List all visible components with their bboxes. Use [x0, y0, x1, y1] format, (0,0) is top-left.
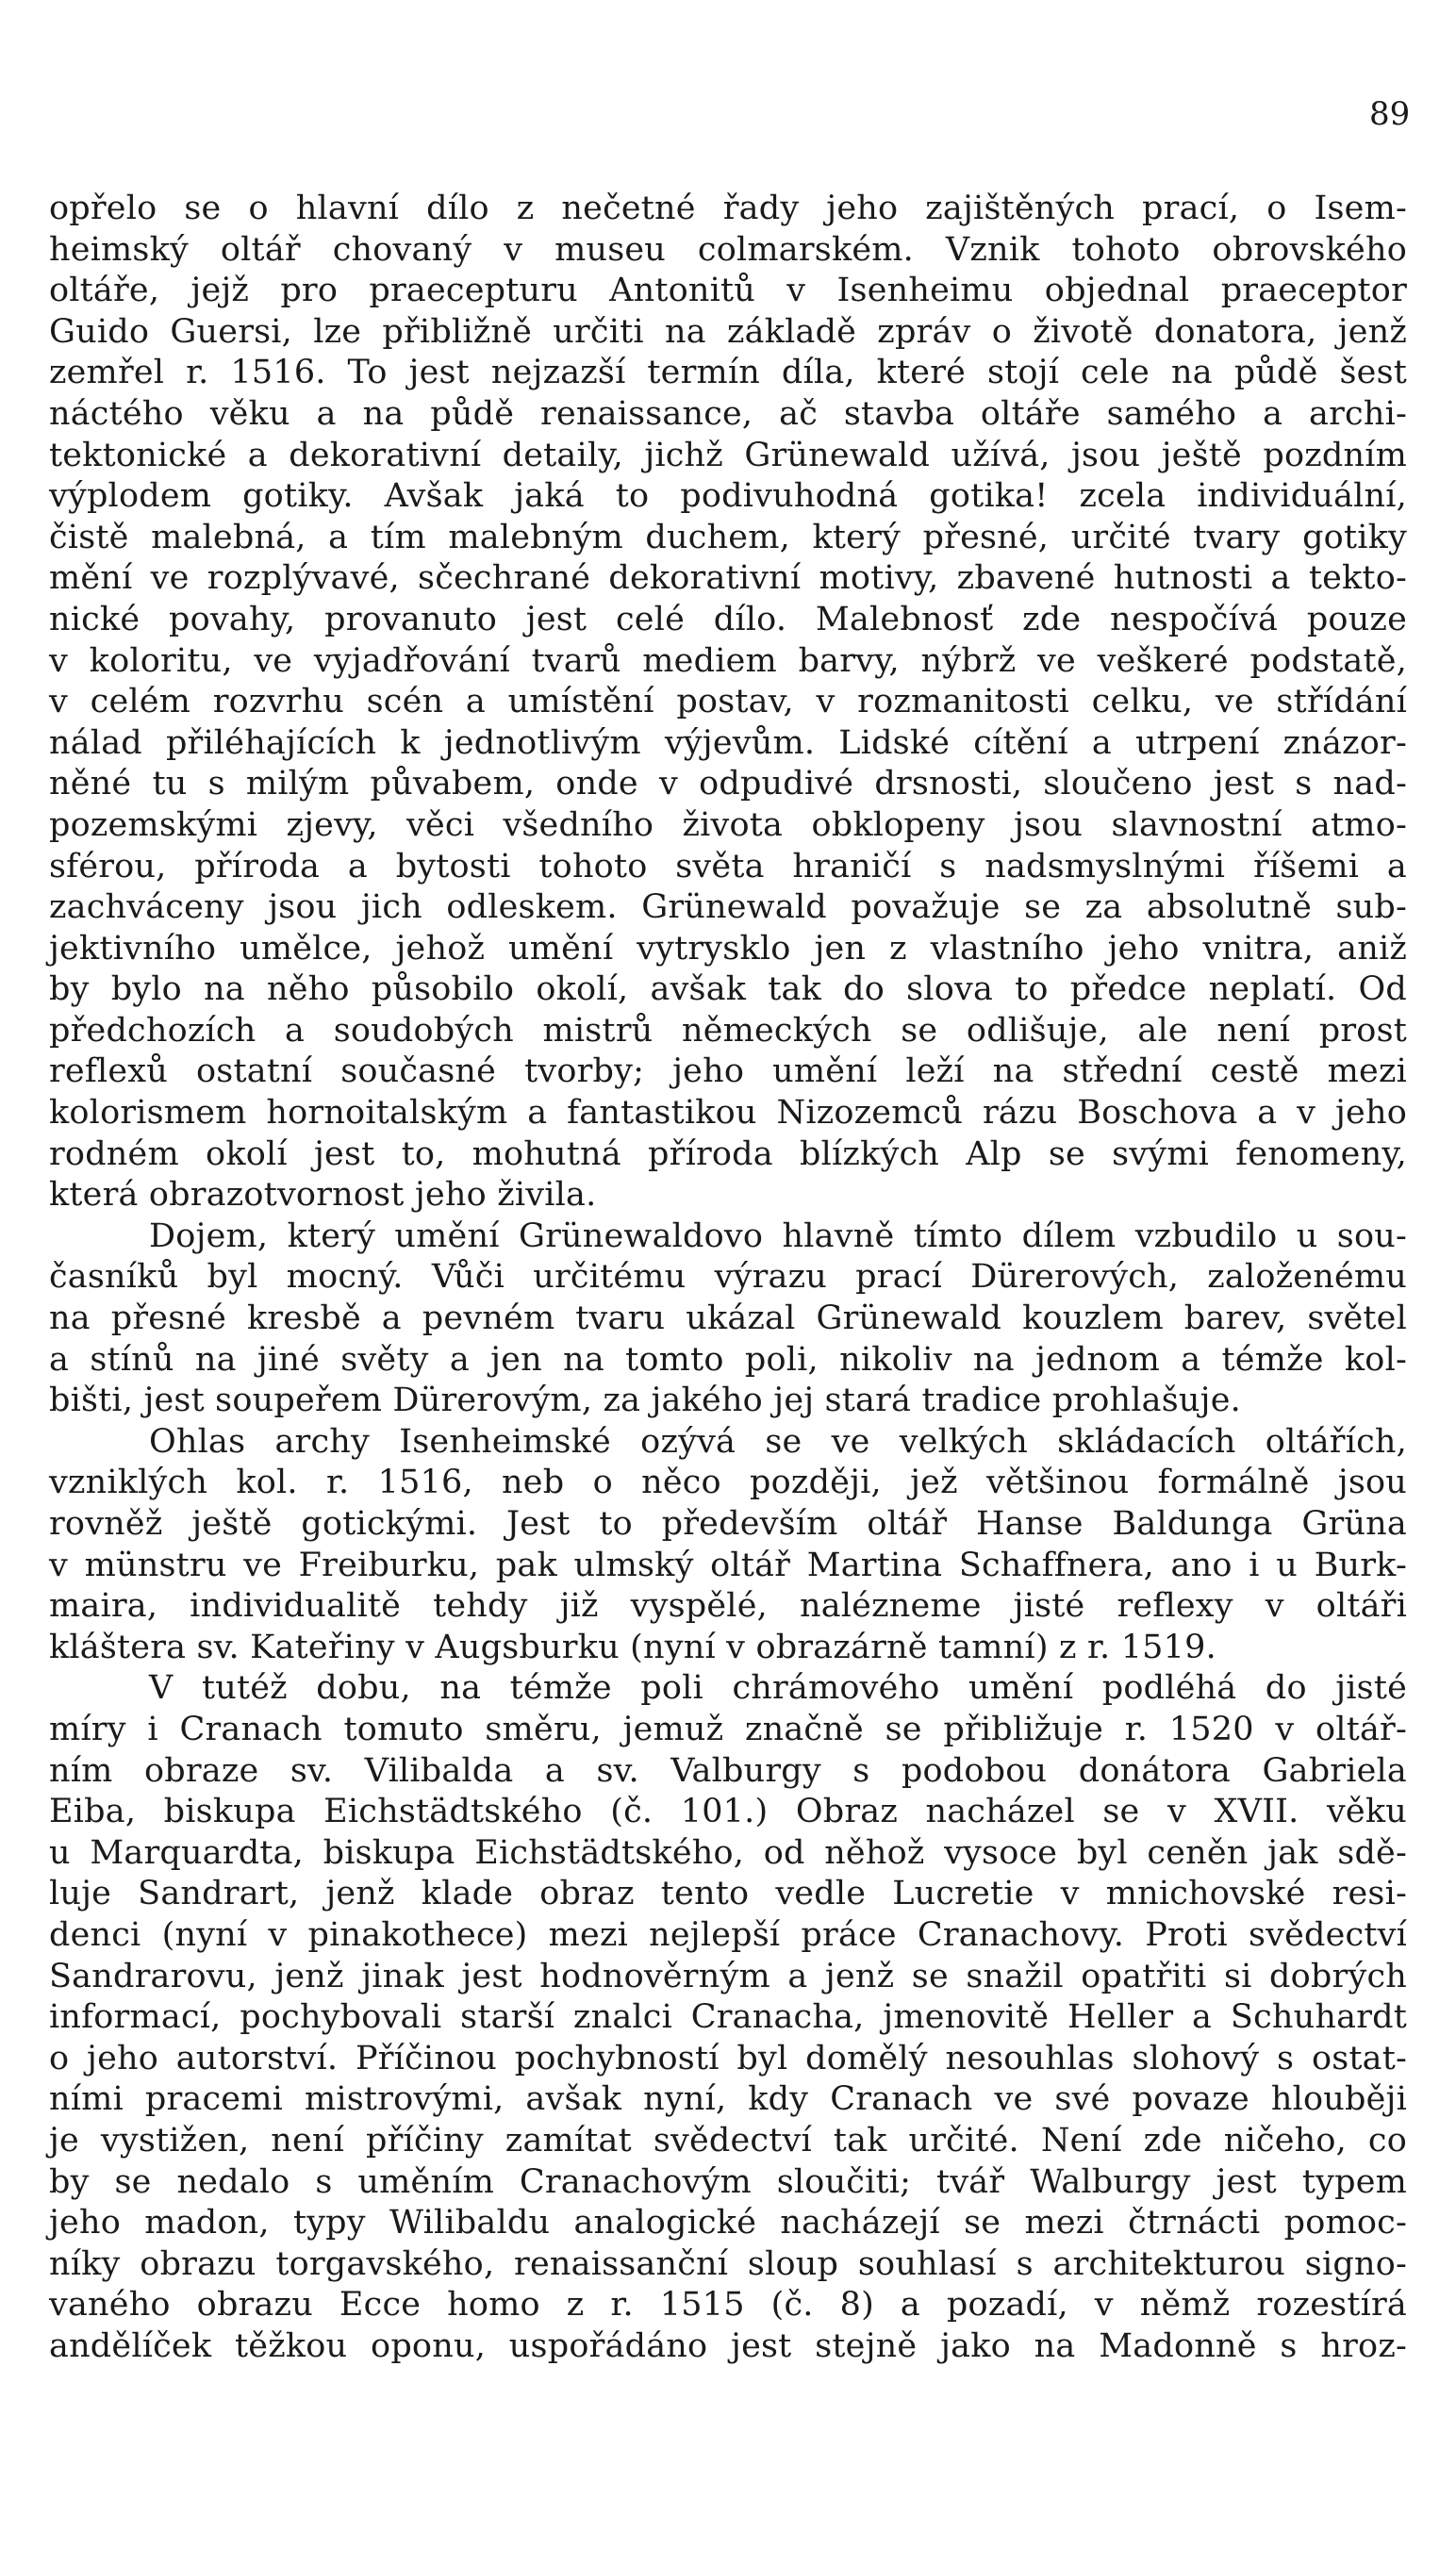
- text-line: v celém rozvrhu scén a umístění postav, v rozmanitosti celku, ve střídání: [49, 683, 1407, 721]
- text-line: výplodem gotiky. Avšak jaká to podivuhodná gotika! zcela individuální,: [49, 477, 1407, 516]
- text-line: časníků byl mocný. Vůči určitému výrazu prací Dürerových, založenému: [49, 1258, 1407, 1297]
- text-line: u Marquardta, biskupa Eichstädtského, od něhož vysoce byl ceněn jak sdě-: [49, 1833, 1407, 1872]
- text-line: zachváceny jsou jich odleskem. Grünewald považuje se za absolutně sub-: [49, 888, 1407, 927]
- text-line: rovněž ještě gotickými. Jest to především oltář Hanse Baldunga Grüna: [49, 1505, 1407, 1543]
- text-line: mění ve rozplývavé, sčechrané dekorativní motivy, zbavené hutnosti a tekto-: [49, 559, 1407, 598]
- text-line: Sandrarovu, jenž jinak jest hodnověrným a jenž se snažil opatřiti si dobrých: [49, 1957, 1407, 1995]
- text-line: zemřel r. 1516. To jest nejzazší termín díla, které stojí cele na půdě šest: [49, 354, 1407, 392]
- text-line: maira, individualitě tehdy již vyspělé, nalézneme jisté reflexy v oltáři: [49, 1587, 1407, 1626]
- text-line: jektivního umělce, jehož umění vytrysklo jen z vlastního jeho vnitra, aniž: [49, 929, 1407, 968]
- page-number: 89: [1369, 95, 1411, 133]
- text-line: oltáře, jejž pro praecepturu Antonitů v Isenheimu objednal praeceptor: [49, 272, 1407, 310]
- text-line: je vystižen, není příčiny zamítat svědectví tak určité. Není zde ničeho, co: [49, 2121, 1407, 2160]
- text-line: v münstru ve Freiburku, pak ulmský oltář Martina Schaffnera, ano i u Burk-: [49, 1546, 1407, 1584]
- text-line: pozemskými zjevy, věci všedního života obklopeny jsou slavnostní atmo-: [49, 805, 1407, 844]
- text-line: na přesné kresbě a pevném tvaru ukázal Grünewald kouzlem barev, světel: [49, 1299, 1407, 1338]
- text-line: náctého věku a na půdě renaissance, ač stavba oltáře samého a archi-: [49, 394, 1407, 433]
- text-line: tektonické a dekorativní detaily, jichž Grünewald užívá, jsou ještě pozdním: [49, 436, 1407, 474]
- text-line: by se nedalo s uměním Cranachovým sloučiti; tvář Walburgy jest typem: [49, 2162, 1407, 2201]
- text-line: v koloritu, ve vyjadřování tvarů mediem barvy, nýbrž ve veškeré podstatě,: [49, 641, 1407, 680]
- text-line: informací, pochybovali starší znalci Cranacha, jmenovitě Heller a Schuhardt: [49, 1998, 1407, 2037]
- text-line: Dojem, který umění Grünewaldovo hlavně tímto dílem vzbudilo u sou-: [149, 1216, 1407, 1255]
- text-line: Guido Guersi, lze přibližně určiti na základě zpráv o životě donatora, jenž: [49, 312, 1407, 351]
- text-line: rodném okolí jest to, mohutná příroda blízkých Alp se svými fenomeny,: [49, 1134, 1407, 1173]
- text-line: Ohlas archy Isenheimské ozývá se ve velkých skládacích oltářích,: [149, 1422, 1407, 1461]
- text-line: kláštera sv. Kateřiny v Augsburku (nyní v obrazárně tamní) z r. 1519.: [49, 1628, 1216, 1666]
- text-line: andělíček těžkou oponu, uspořádáno jest stejně jako na Madonně s hroz-: [49, 2326, 1407, 2365]
- text-line: nické povahy, provanuto jest celé dílo. Malebnosť zde nespočívá pouze: [49, 600, 1407, 638]
- text-line: něné tu s milým půvabem, onde v odpudivé drsnosti, sloučeno jest s nad-: [49, 765, 1407, 803]
- text-line: kolorismem hornoitalským a fantastikou Nizozemců rázu Boschova a v jeho: [49, 1094, 1407, 1133]
- text-line: reflexů ostatní současné tvorby; jeho umění leží na střední cestě mezi: [49, 1052, 1407, 1091]
- text-line: by bylo na něho působilo okolí, avšak tak do slova to předce neplatí. Od: [49, 970, 1407, 1009]
- body-text: [49, 189, 1407, 2367]
- text-line: V tutéž dobu, na témže poli chrámového umění podléhá do jisté: [149, 1669, 1407, 1708]
- text-line: luje Sandrart, jenž klade obraz tento vedle Lucretie v mnichovské resi-: [49, 1875, 1407, 1913]
- text-line: opřelo se o hlavní dílo z nečetné řady jeho zajištěných prací, o Isem-: [49, 190, 1407, 227]
- text-line: a stínů na jiné světy a jen na tomto poli, nikoliv na jednom a témže kol-: [49, 1340, 1407, 1379]
- text-line: vaného obrazu Ecce homo z r. 1515 (č. 8) a pozadí, v němž rozestírá: [49, 2286, 1407, 2325]
- text-line: vzniklých kol. r. 1516, neb o něco později, jež většinou formálně jsou: [49, 1464, 1407, 1502]
- text-line: Eiba, biskupa Eichstädtského (č. 101.) Obraz nacházel se v XVII. věku: [49, 1793, 1407, 1831]
- text-line: o jeho autorství. Příčinou pochybností byl domělý nesouhlas slohový s ostat-: [49, 2039, 1407, 2077]
- text-line: ními pracemi mistrovými, avšak nyní, kdy Cranach ve své povaze hlouběji: [49, 2080, 1407, 2119]
- text-line: předchozích a soudobých mistrů německých se odlišuje, ale není prost: [49, 1011, 1407, 1050]
- text-line: která obrazotvornost jeho živila.: [49, 1176, 597, 1215]
- text-line: nálad přiléhajících k jednotlivým výjevům. Lidské cítění a utrpení znázor-: [49, 723, 1407, 762]
- text-line: čistě malebná, a tím malebným duchem, který přesné, určité tvary gotiky: [49, 518, 1407, 556]
- text-line: ním obraze sv. Vilibalda a sv. Valburgy s podobou donátora Gabriela: [49, 1751, 1407, 1790]
- text-line: denci (nyní v pinakothece) mezi nejlepší práce Cranachovy. Proti svědectví: [49, 1915, 1407, 1954]
- text-line: sférou, příroda a bytosti tohoto světa hraničí s nadsmyslnými říšemi a: [49, 847, 1407, 885]
- text-line: heimský oltář chovaný v museu colmarském. Vznik tohoto obrovského: [49, 230, 1407, 269]
- text-line: jeho madon, typy Wilibaldu analogické nacházejí se mezi čtrnácti pomoc-: [49, 2204, 1407, 2242]
- text-line: níky obrazu torgavského, renaissanční sloup souhlasí s architekturou signo-: [49, 2244, 1407, 2283]
- text-line: míry i Cranach tomuto směru, jemuž značně se přibližuje r. 1520 v oltář-: [49, 1710, 1407, 1748]
- text-line: bišti, jest soupeřem Dürerovým, za jakého jej stará tradice prohlašuje.: [49, 1382, 1241, 1420]
